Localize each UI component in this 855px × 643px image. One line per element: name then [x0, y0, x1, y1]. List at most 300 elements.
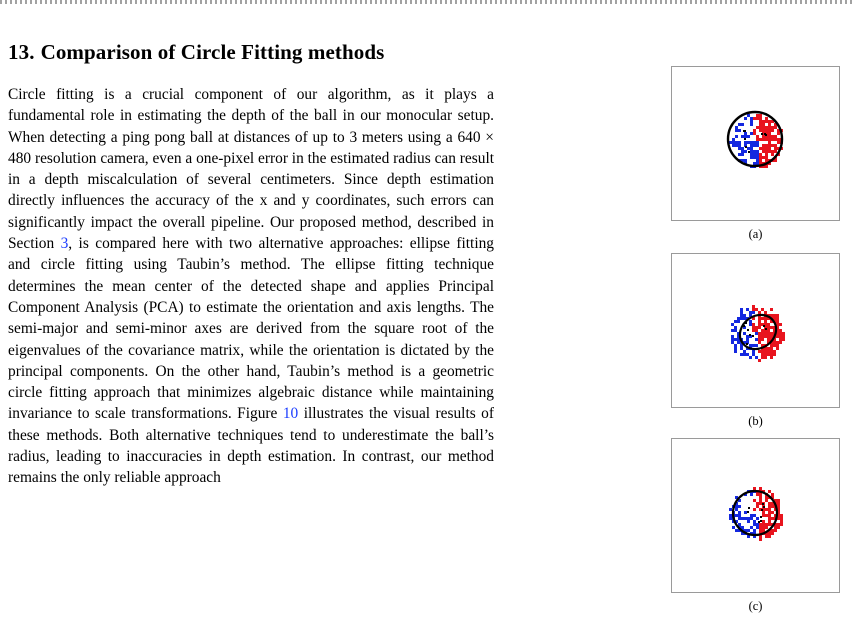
- mask-pixel: [741, 147, 744, 150]
- mask-pixel: [753, 153, 756, 156]
- mask-pixel: [755, 344, 758, 347]
- mask-pixel: [753, 162, 756, 165]
- section-title-text: Comparison of Circle Fitting methods: [40, 40, 385, 64]
- mask-pixel: [756, 526, 759, 529]
- mask-pixel: [761, 356, 764, 359]
- mask-pixel: [767, 335, 770, 338]
- mask-pixel: [750, 514, 753, 517]
- mask-pixel: [759, 487, 762, 490]
- mask-pixel: [777, 502, 780, 505]
- mask-pixel: [770, 344, 773, 347]
- mask-pixel: [762, 523, 765, 526]
- mask-pixel: [762, 120, 765, 123]
- mask-pixel: [765, 514, 768, 517]
- mask-pixel: [765, 496, 768, 499]
- mask-pixel: [759, 159, 762, 162]
- mask-pixel: [768, 490, 771, 493]
- mask-pixel: [764, 320, 767, 323]
- mask-pixel: [765, 147, 768, 150]
- mask-pixel: [765, 138, 768, 141]
- mask-pixel: [756, 153, 759, 156]
- figure-caption: (b): [748, 414, 763, 428]
- mask-pixel: [770, 353, 773, 356]
- mask-speckle: [760, 516, 762, 518]
- mask-pixel: [776, 344, 779, 347]
- mask-pixel: [762, 511, 765, 514]
- mask-pixel: [774, 147, 777, 150]
- mask-pixel: [734, 350, 737, 353]
- mask-pixel: [732, 144, 735, 147]
- mask-pixel: [774, 144, 777, 147]
- mask-pixel: [779, 335, 782, 338]
- mask-pixel: [756, 162, 759, 165]
- mask-pixel: [747, 147, 750, 150]
- mask-pixel: [762, 150, 765, 153]
- mask-pixel: [731, 323, 734, 326]
- mask-pixel: [731, 335, 734, 338]
- mask-pixel: [755, 332, 758, 335]
- mask-pixel: [765, 126, 768, 129]
- mask-pixel: [768, 144, 771, 147]
- previous-page-text-fragment: [0, 0, 855, 4]
- mask-pixel: [747, 529, 750, 532]
- mask-pixel: [762, 156, 765, 159]
- mask-pixel: [764, 335, 767, 338]
- mask-pixel: [749, 356, 752, 359]
- mask-speckle: [748, 151, 750, 153]
- mask-pixel: [738, 129, 741, 132]
- mask-pixel: [753, 508, 756, 511]
- mask-pixel: [750, 117, 753, 120]
- mask-pixel: [770, 335, 773, 338]
- mask-pixel: [743, 350, 746, 353]
- mask-pixel: [732, 138, 735, 141]
- mask-pixel: [734, 326, 737, 329]
- mask-pixel: [765, 153, 768, 156]
- mask-pixel: [734, 320, 737, 323]
- mask-pixel: [744, 511, 747, 514]
- mask-pixel: [737, 320, 740, 323]
- figure-reference-link[interactable]: 10: [282, 405, 299, 423]
- mask-pixel: [738, 144, 741, 147]
- mask-pixel: [771, 511, 774, 514]
- mask-pixel: [750, 150, 753, 153]
- mask-pixel: [743, 353, 746, 356]
- mask-pixel: [777, 499, 780, 502]
- paragraph-part-2: , is compared here with two alternative approaches: ellipse fitting and circle fitting using Taubin’s method. The ellipse fitting technique determines the mean center of the detected shape and applies Principal Component Analysis (PCA) to estimate the orientation and axis lengths. The semi-major and semi-minor axes are derived from the square root of the eigenvalues of the covariance matrix, while the orientation is dictated by the principal components. On the other hand, Taubin’s method is a geometric circle fitting approach that minimizes algebraic distance while maintaining invariance to scale transformations. Figure: [8, 235, 494, 423]
- mask-pixel: [767, 350, 770, 353]
- mask-pixel: [753, 141, 756, 144]
- mask-pixel: [756, 502, 759, 505]
- mask-pixel: [767, 347, 770, 350]
- mask-pixel: [755, 338, 758, 341]
- mask-pixel: [782, 335, 785, 338]
- section-reference-link[interactable]: 3: [60, 235, 69, 253]
- mask-pixel: [752, 353, 755, 356]
- mask-pixel: [741, 123, 744, 126]
- mask-pixel: [741, 153, 744, 156]
- mask-pixel: [773, 344, 776, 347]
- mask-pixel: [770, 332, 773, 335]
- mask-pixel: [768, 135, 771, 138]
- mask-pixel: [755, 308, 758, 311]
- mask-pixel: [777, 505, 780, 508]
- mask-pixel: [758, 317, 761, 320]
- mask-pixel: [732, 526, 735, 529]
- mask-pixel: [771, 150, 774, 153]
- mask-pixel: [740, 308, 743, 311]
- mask-speckle: [763, 325, 765, 327]
- mask-pixel: [744, 132, 747, 135]
- mask-pixel: [735, 514, 738, 517]
- mask-pixel: [762, 520, 765, 523]
- mask-pixel: [759, 138, 762, 141]
- mask-speckle: [747, 329, 749, 331]
- mask-pixel: [741, 517, 744, 520]
- mask-pixel: [749, 320, 752, 323]
- mask-pixel: [744, 141, 747, 144]
- mask-pixel: [746, 308, 749, 311]
- mask-speckle: [763, 506, 765, 508]
- mask-pixel: [762, 526, 765, 529]
- mask-pixel: [764, 350, 767, 353]
- mask-pixel: [761, 353, 764, 356]
- mask-pixel: [774, 150, 777, 153]
- mask-pixel: [735, 141, 738, 144]
- mask-pixel: [765, 120, 768, 123]
- mask-speckle: [764, 133, 766, 135]
- mask-pixel: [740, 353, 743, 356]
- mask-pixel: [767, 329, 770, 332]
- mask-pixel: [738, 153, 741, 156]
- mask-pixel: [746, 338, 749, 341]
- mask-pixel: [753, 487, 756, 490]
- mask-pixel: [771, 126, 774, 129]
- mask-pixel: [741, 135, 744, 138]
- mask-pixel: [737, 317, 740, 320]
- mask-pixel: [737, 341, 740, 344]
- mask-pixel: [759, 126, 762, 129]
- mask-pixel: [762, 123, 765, 126]
- mask-pixel: [749, 344, 752, 347]
- ball-detection-image-c: [671, 438, 840, 593]
- mask-pixel: [764, 353, 767, 356]
- mask-pixel: [758, 341, 761, 344]
- mask-pixel: [771, 529, 774, 532]
- mask-speckle: [762, 503, 764, 505]
- mask-pixel: [752, 308, 755, 311]
- mask-pixel: [774, 159, 777, 162]
- mask-pixel: [753, 132, 756, 135]
- mask-pixel: [762, 138, 765, 141]
- mask-speckle: [761, 509, 763, 511]
- mask-pixel: [762, 514, 765, 517]
- mask-pixel: [762, 135, 765, 138]
- mask-pixel: [779, 332, 782, 335]
- mask-pixel: [768, 129, 771, 132]
- mask-pixel: [771, 129, 774, 132]
- mask-pixel: [752, 305, 755, 308]
- mask-pixel: [755, 329, 758, 332]
- mask-pixel: [758, 320, 761, 323]
- mask-speckle: [760, 520, 762, 522]
- mask-pixel: [756, 141, 759, 144]
- mask-pixel: [767, 338, 770, 341]
- mask-pixel: [765, 499, 768, 502]
- mask-pixel: [780, 523, 783, 526]
- mask-pixel: [744, 135, 747, 138]
- mask-pixel: [768, 508, 771, 511]
- mask-pixel: [765, 150, 768, 153]
- mask-pixel: [732, 141, 735, 144]
- mask-pixel: [779, 323, 782, 326]
- mask-pixel: [747, 520, 750, 523]
- body-paragraph: [8, 84, 494, 489]
- mask-pixel: [759, 147, 762, 150]
- mask-pixel: [744, 159, 747, 162]
- mask-pixel: [735, 144, 738, 147]
- mask-speckle: [758, 521, 760, 523]
- mask-pixel: [746, 353, 749, 356]
- mask-pixel: [753, 144, 756, 147]
- mask-pixel: [776, 317, 779, 320]
- mask-pixel: [750, 493, 753, 496]
- mask-pixel: [750, 132, 753, 135]
- mask-pixel: [762, 147, 765, 150]
- mask-pixel: [773, 341, 776, 344]
- mask-pixel: [774, 138, 777, 141]
- paragraph-part-1: Circle fitting is a crucial component of our algorithm, as it plays a fundamental role in estimating the depth of the ball in our monocular setup. When detecting a ping pong ball at distances of up to 3 meters using a 640 × 480 resolution camera, even a one-pixel error in the estimated radius can result in a depth miscalculation of several centimeters. Since depth estimation directly influences the accuracy of the x and y coordinates, such errors can significantly impact the overall pipeline. Our proposed method, described in Section: [8, 86, 494, 253]
- mask-pixel: [768, 535, 771, 538]
- mask-pixel: [729, 508, 732, 511]
- section-number: 13.: [8, 40, 35, 64]
- mask-speckle: [747, 511, 749, 513]
- mask-pixel: [771, 517, 774, 520]
- mask-pixel: [776, 320, 779, 323]
- mask-pixel: [738, 141, 741, 144]
- mask-pixel: [755, 326, 758, 329]
- mask-pixel: [759, 153, 762, 156]
- mask-pixel: [740, 347, 743, 350]
- mask-pixel: [752, 344, 755, 347]
- mask-pixel: [774, 529, 777, 532]
- mask-pixel: [759, 120, 762, 123]
- mask-pixel: [749, 311, 752, 314]
- mask-pixel: [735, 508, 738, 511]
- mask-pixel: [756, 135, 759, 138]
- mask-pixel: [777, 138, 780, 141]
- mask-pixel: [771, 135, 774, 138]
- mask-pixel: [734, 347, 737, 350]
- mask-pixel: [761, 332, 764, 335]
- mask-pixel: [771, 505, 774, 508]
- mask-pixel: [753, 514, 756, 517]
- mask-pixel: [780, 514, 783, 517]
- mask-pixel: [752, 350, 755, 353]
- figure-caption: (a): [748, 227, 763, 241]
- ball-detection-image-b: [671, 253, 840, 408]
- mask-pixel: [734, 329, 737, 332]
- mask-pixel: [759, 502, 762, 505]
- mask-pixel: [738, 123, 741, 126]
- mask-pixel: [747, 135, 750, 138]
- mask-pixel: [759, 493, 762, 496]
- mask-pixel: [747, 517, 750, 520]
- mask-pixel: [750, 141, 753, 144]
- mask-pixel: [750, 517, 753, 520]
- mask-pixel: [731, 329, 734, 332]
- mask-pixel: [759, 114, 762, 117]
- mask-pixel: [750, 526, 753, 529]
- mask-pixel: [771, 532, 774, 535]
- mask-pixel: [756, 126, 759, 129]
- mask-pixel: [759, 156, 762, 159]
- mask-pixel: [743, 332, 746, 335]
- mask-pixel: [758, 323, 761, 326]
- mask-pixel: [776, 341, 779, 344]
- mask-pixel: [756, 505, 759, 508]
- mask-pixel: [764, 311, 767, 314]
- mask-pixel: [752, 329, 755, 332]
- mask-pixel: [771, 138, 774, 141]
- mask-pixel: [738, 147, 741, 150]
- mask-pixel: [758, 338, 761, 341]
- mask-pixel: [755, 356, 758, 359]
- mask-pixel: [779, 338, 782, 341]
- mask-pixel: [762, 144, 765, 147]
- mask-pixel: [774, 126, 777, 129]
- mask-pixel: [758, 359, 761, 362]
- mask-pixel: [768, 517, 771, 520]
- mask-pixel: [758, 311, 761, 314]
- mask-pixel: [776, 347, 779, 350]
- mask-pixel: [768, 141, 771, 144]
- mask-pixel: [773, 350, 776, 353]
- mask-pixel: [768, 523, 771, 526]
- mask-pixel: [768, 532, 771, 535]
- mask-pixel: [750, 144, 753, 147]
- mask-pixel: [744, 517, 747, 520]
- mask-pixel: [761, 329, 764, 332]
- mask-pixel: [770, 308, 773, 311]
- mask-pixel: [779, 341, 782, 344]
- mask-pixel: [758, 335, 761, 338]
- mask-pixel: [765, 526, 768, 529]
- mask-pixel: [753, 156, 756, 159]
- paragraph-part-3: illustrates the visual results of these methods. Both alternative techniques tend to underestimate the ball’s radius, leading to inaccuracies in depth estimation. In contrast, our method remains the only reliable approach: [8, 405, 495, 487]
- mask-pixel: [768, 147, 771, 150]
- mask-pixel: [752, 323, 755, 326]
- mask-pixel: [758, 326, 761, 329]
- mask-pixel: [729, 514, 732, 517]
- mask-pixel: [759, 496, 762, 499]
- mask-pixel: [738, 523, 741, 526]
- mask-pixel: [744, 150, 747, 153]
- mask-pixel: [777, 526, 780, 529]
- mask-pixel: [761, 338, 764, 341]
- mask-pixel: [765, 129, 768, 132]
- mask-pixel: [762, 129, 765, 132]
- mask-pixel: [758, 332, 761, 335]
- mask-pixel: [753, 520, 756, 523]
- mask-speckle: [761, 133, 763, 135]
- mask-pixel: [768, 132, 771, 135]
- mask-pixel: [756, 493, 759, 496]
- mask-pixel: [768, 505, 771, 508]
- figure-panel-c: [671, 438, 840, 614]
- ball-detection-image-a: [671, 66, 840, 221]
- mask-pixel: [750, 123, 753, 126]
- mask-pixel: [750, 153, 753, 156]
- mask-pixel: [771, 493, 774, 496]
- mask-pixel: [756, 517, 759, 520]
- mask-pixel: [753, 499, 756, 502]
- mask-pixel: [779, 329, 782, 332]
- figure-caption: (c): [748, 599, 763, 613]
- mask-pixel: [765, 523, 768, 526]
- mask-pixel: [771, 153, 774, 156]
- figure-panel-b: [671, 253, 840, 429]
- mask-pixel: [741, 526, 744, 529]
- mask-pixel: [738, 505, 741, 508]
- mask-pixel: [765, 117, 768, 120]
- mask-pixel: [759, 129, 762, 132]
- mask-pixel: [765, 156, 768, 159]
- mask-pixel: [767, 332, 770, 335]
- mask-pixel: [756, 159, 759, 162]
- mask-pixel: [774, 526, 777, 529]
- mask-pixel: [731, 341, 734, 344]
- mask-pixel: [756, 150, 759, 153]
- mask-pixel: [768, 138, 771, 141]
- mask-pixel: [770, 356, 773, 359]
- mask-pixel: [768, 511, 771, 514]
- mask-pixel: [776, 314, 779, 317]
- mask-pixel: [759, 123, 762, 126]
- section-heading: [8, 40, 384, 65]
- mask-pixel: [764, 317, 767, 320]
- mask-pixel: [731, 338, 734, 341]
- mask-pixel: [773, 353, 776, 356]
- mask-speckle: [744, 138, 746, 140]
- mask-pixel: [756, 523, 759, 526]
- mask-pixel: [759, 117, 762, 120]
- mask-pixel: [743, 317, 746, 320]
- mask-pixel: [750, 156, 753, 159]
- mask-pixel: [740, 317, 743, 320]
- pixel-mask: [729, 487, 783, 541]
- mask-pixel: [735, 126, 738, 129]
- mask-pixel: [777, 523, 780, 526]
- mask-pixel: [759, 538, 762, 541]
- mask-pixel: [767, 326, 770, 329]
- mask-pixel: [756, 117, 759, 120]
- mask-pixel: [741, 150, 744, 153]
- mask-pixel: [774, 135, 777, 138]
- figure-panel-a: [671, 66, 840, 242]
- mask-pixel: [750, 147, 753, 150]
- mask-speckle: [746, 343, 748, 345]
- mask-pixel: [762, 126, 765, 129]
- mask-pixel: [768, 520, 771, 523]
- mask-pixel: [761, 317, 764, 320]
- mask-pixel: [780, 520, 783, 523]
- mask-pixel: [765, 508, 768, 511]
- mask-pixel: [764, 332, 767, 335]
- mask-pixel: [761, 350, 764, 353]
- mask-pixel: [756, 156, 759, 159]
- mask-pixel: [740, 314, 743, 317]
